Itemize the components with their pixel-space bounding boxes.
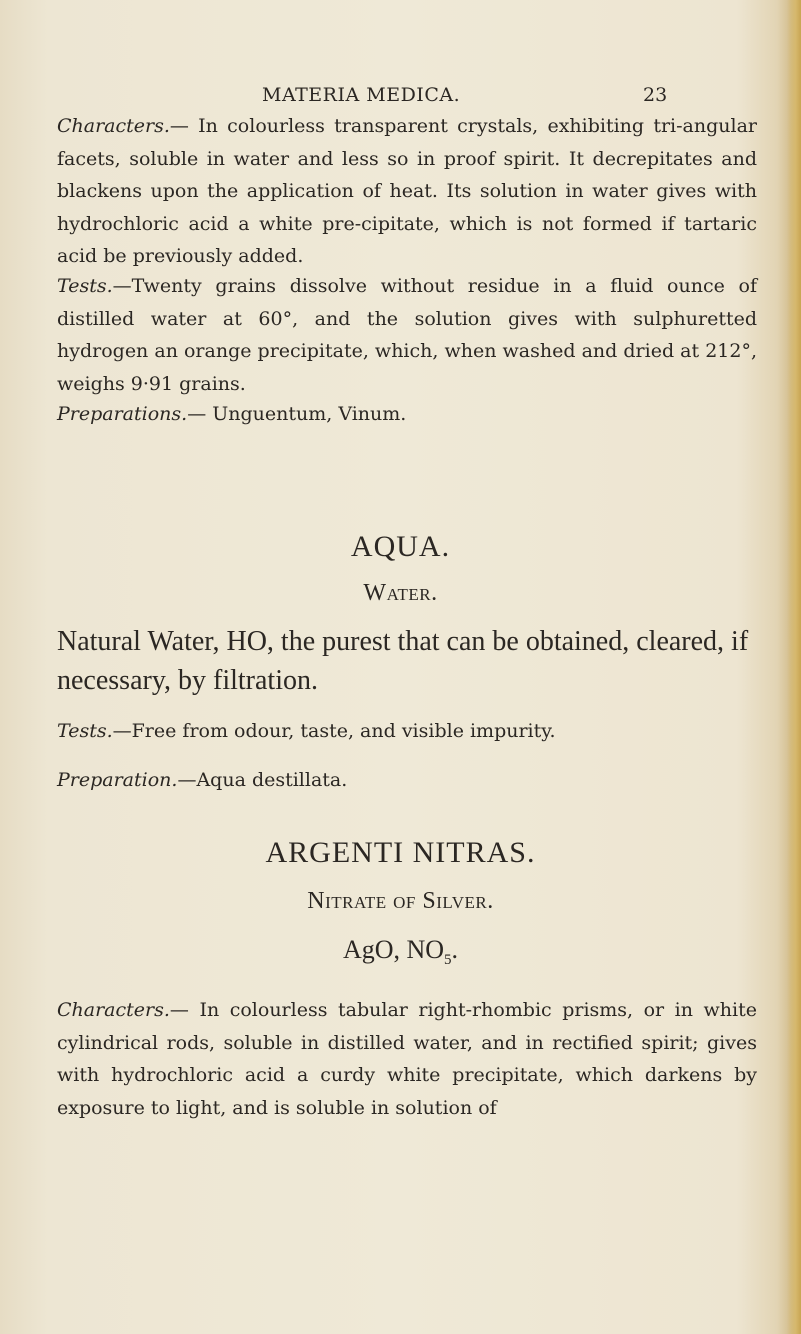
tests-label: Tests. bbox=[57, 275, 113, 297]
argenti-characters-label: Characters. bbox=[57, 999, 170, 1021]
aqua-subtitle: Water. bbox=[363, 580, 438, 606]
tests-text: —Twenty grains dissolve without residue in a fluid ounce of distilled water at 60°, and the solution gives with sulphuretted hydrogen an orange precipitate, which, when washed and dried at 212°, weighs 9·91 grains. bbox=[57, 275, 757, 395]
preparations-text: — Unguentum, Vinum. bbox=[187, 403, 407, 425]
preparations-label: Preparations. bbox=[57, 403, 188, 425]
argenti-characters-paragraph bbox=[57, 994, 757, 1124]
aqua-preparation-text: —Aqua destillata. bbox=[177, 769, 348, 791]
aqua-title: AQUA. bbox=[350, 530, 451, 563]
tests-paragraph bbox=[57, 270, 757, 400]
argenti-characters-text: — In colourless tabular right-rhombic prisms, or in white cylindrical rods, soluble in distilled water, and in rectified spirit; gives with hydrochloric acid a curdy white precipitate, which darkens by exposure to light, and is soluble in solution of bbox=[57, 999, 757, 1119]
argenti-formula bbox=[0, 935, 801, 969]
characters-text: — In colourless transparent crystals, exhibiting tri-angular facets, soluble in water and less so in proof spirit. It decrepitates and blackens upon the application of heat. Its solution in water gives with hydrochloric acid a white pre-cipitate, which is not formed if tartaric acid be previously added. bbox=[57, 115, 757, 267]
formula-end: . bbox=[451, 935, 459, 964]
page-number: 23 bbox=[643, 84, 668, 106]
aqua-tests-label: Tests. bbox=[57, 720, 113, 742]
characters-paragraph bbox=[57, 110, 757, 273]
argenti-subtitle: Nitrate of Silver. bbox=[307, 888, 494, 914]
characters-label: Characters. bbox=[57, 115, 170, 137]
aqua-preparation-label: Preparation. bbox=[57, 769, 178, 791]
formula-subscript: 5 bbox=[444, 952, 452, 969]
formula-main: AgO, NO bbox=[342, 935, 445, 964]
aqua-definition: Natural Water, HO, the purest that can be obtained, cleared, if necessary, by filtration. bbox=[57, 626, 749, 696]
argenti-title: ARGENTI NITRAS. bbox=[265, 836, 536, 869]
aqua-tests-text: —Free from odour, taste, and visible impurity. bbox=[112, 720, 556, 742]
preparations-paragraph bbox=[57, 398, 757, 431]
aqua-preparation-paragraph bbox=[57, 764, 757, 797]
running-head: MATERIA MEDICA. bbox=[262, 84, 461, 106]
aqua-tests-paragraph bbox=[57, 715, 757, 748]
